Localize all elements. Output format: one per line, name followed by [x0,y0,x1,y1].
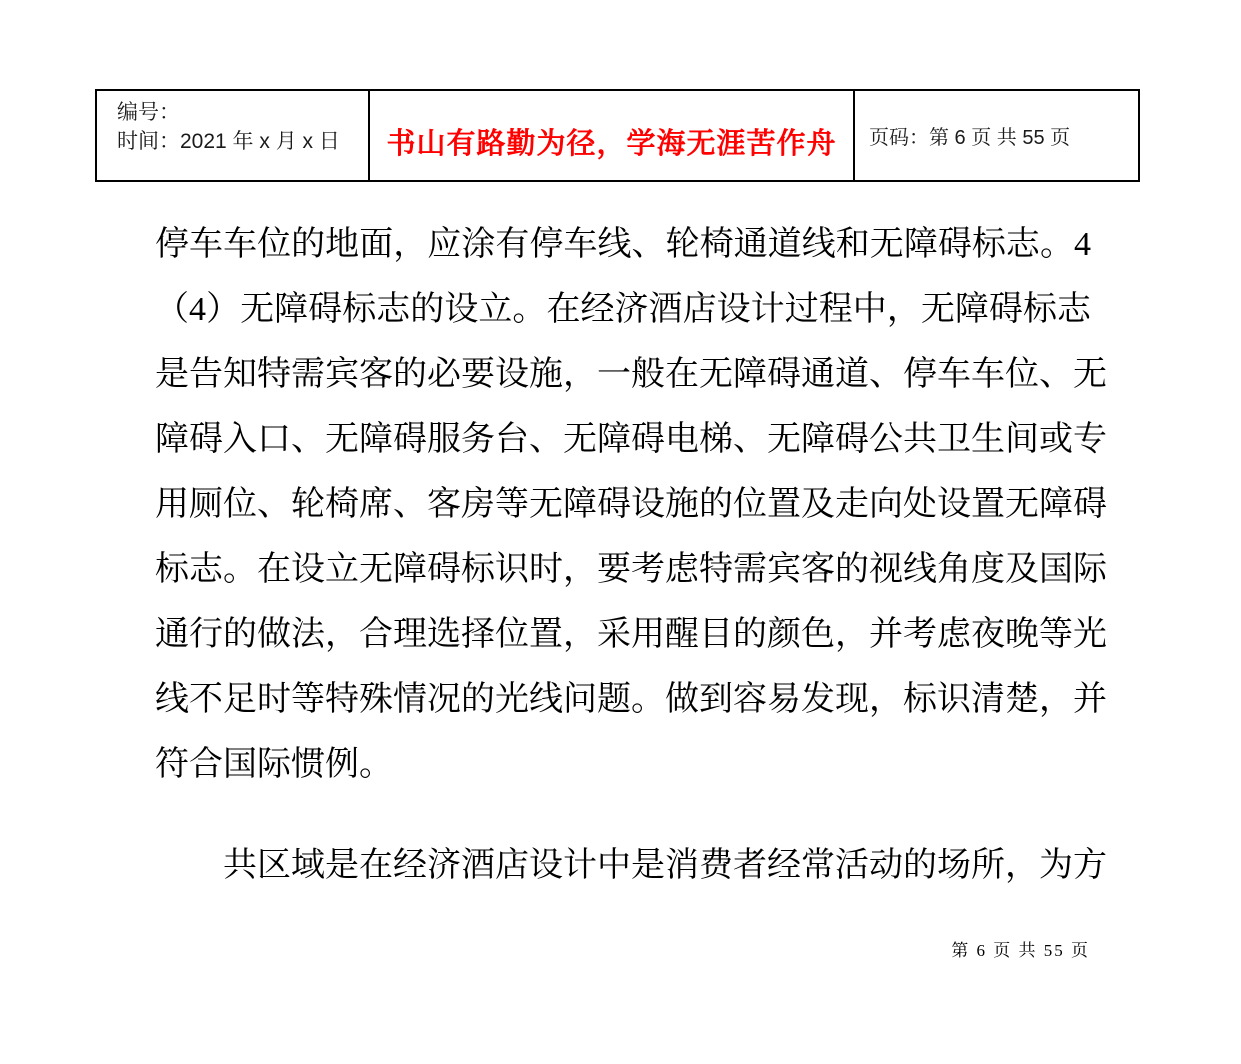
body-text-line: 共区域是在经济酒店设计中是消费者经常活动的场所，为方 [223,847,1107,884]
body-text-line: 通行的做法，合理选择位置，采用醒目的颜色，并考虑夜晚等光 [155,616,1107,653]
header-page-label: 页码：第 6 页 共 55 页 [869,127,1071,149]
body-text-line: 停车车位的地面，应涂有停车线、轮椅通道线和无障碍标志。4 [155,226,1091,263]
document-body [155,212,1107,898]
body-text-line: 是告知特需宾客的必要设施，一般在无障碍通道、停车车位、无 [155,356,1107,393]
body-text-line: 用厕位、轮椅席、客房等无障碍设施的位置及走向处设置无障碍 [155,486,1107,523]
body-text-line: 线不足时等特殊情况的光线问题。做到容易发现，标识清楚，并 [155,681,1107,718]
paragraph [155,833,1107,898]
document-number-label: 编号： [117,101,180,124]
body-text-line: 标志。在设立无障碍标识时，要考虑特需宾客的视线角度及国际 [155,551,1107,588]
header-cell-meta [97,91,370,180]
header-slogan: 书山有路勤为径，学海无涯苦作舟 [386,128,837,160]
body-text-line: 障碍入口、无障碍服务台、无障碍电梯、无障碍公共卫生间或专 [155,421,1107,458]
footer-page-number: 第 6 页 共 55 页 [951,941,1090,960]
body-text-line: （4）无障碍标志的设立。在经济酒店设计过程中，无障碍标志 [155,291,1091,328]
paragraph [155,212,1107,797]
document-date-label: 时间：2021 年 x 月 x 日 [117,130,340,153]
header-cell-slogan [370,91,855,180]
header-table [95,89,1140,182]
header-cell-page [855,91,1138,180]
body-text-line: 符合国际惯例。 [155,746,393,783]
